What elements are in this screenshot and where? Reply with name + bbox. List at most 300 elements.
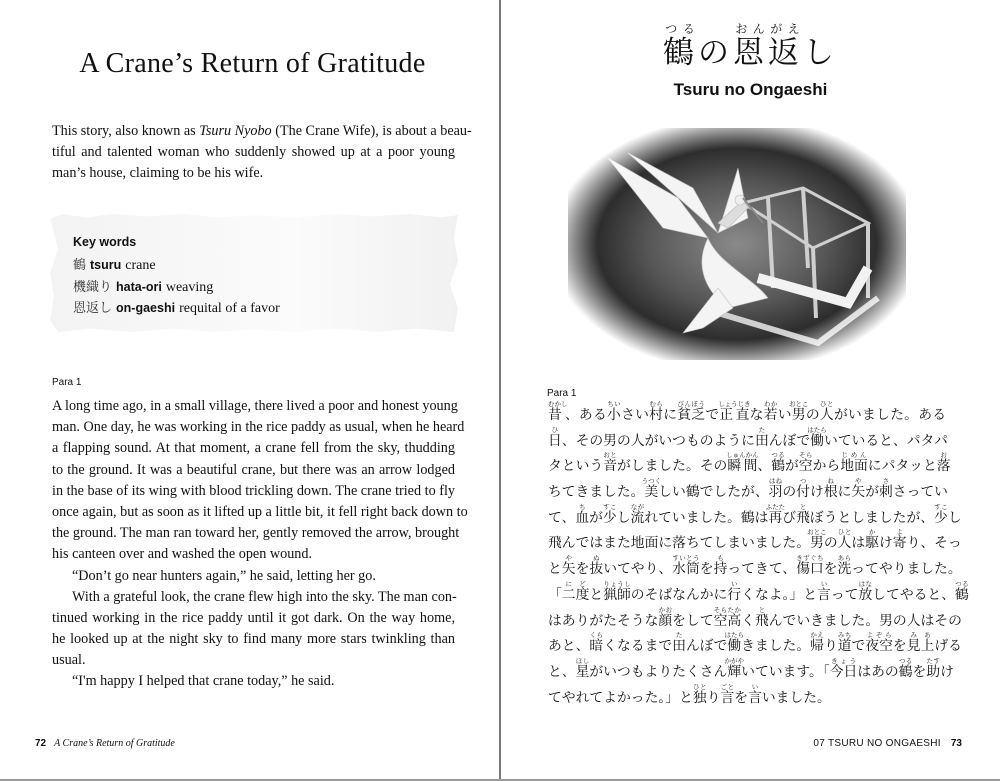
ruby-word xyxy=(630,502,645,526)
ruby-word xyxy=(720,682,735,706)
text: さい xyxy=(621,407,650,423)
text: さってい xyxy=(892,484,948,501)
kanji: 飛 xyxy=(796,509,810,526)
text: ちてきました。 xyxy=(548,484,645,501)
text: しい鶴でしたが、 xyxy=(658,484,769,501)
kanji: 言 xyxy=(817,586,831,603)
kanji: 暗 xyxy=(589,638,604,655)
furigana: うつく xyxy=(641,477,662,486)
key-word-meaning: requital of a favor xyxy=(179,301,280,316)
ruby-word xyxy=(658,605,673,629)
ruby-word xyxy=(817,579,831,603)
text: り xyxy=(823,638,838,655)
ruby-word xyxy=(851,477,866,501)
ruby-word xyxy=(754,605,769,629)
kanji: 瞬間 xyxy=(726,458,759,475)
furigana: あら xyxy=(837,554,852,563)
japanese-line xyxy=(548,526,962,552)
furigana: と xyxy=(796,502,810,511)
ruby-word xyxy=(726,451,759,475)
ruby-word xyxy=(713,605,742,629)
text: にパタッと xyxy=(867,458,937,475)
furigana: しょうじき xyxy=(718,400,751,408)
furigana: ぬ xyxy=(589,554,604,563)
kanji: 人 xyxy=(819,407,834,423)
furigana: も xyxy=(713,554,728,563)
text: と、 xyxy=(548,663,576,680)
furigana: すいとう xyxy=(672,554,700,563)
japanese-line xyxy=(548,552,962,578)
kanji: 働 xyxy=(807,432,827,449)
story-line: the ground. The man ran toward her, gently removed the arrow, brought xyxy=(52,525,460,542)
text: って xyxy=(830,586,859,603)
text: り xyxy=(706,689,721,706)
ruby-word xyxy=(754,425,769,449)
furigana: と xyxy=(754,605,769,614)
intro-line: man’s house, claiming to be his wife. xyxy=(52,165,264,181)
text: 飛んではまた地面に落ちてしまいました。 xyxy=(548,535,811,552)
text: は xyxy=(851,535,866,552)
ruby-word xyxy=(589,554,604,578)
text: し xyxy=(947,509,962,526)
ruby-word xyxy=(858,579,873,603)
furigana: おとこ xyxy=(807,528,827,537)
kanji: 帰 xyxy=(810,638,824,655)
kanji: 若 xyxy=(763,407,778,423)
text: てやれてよかった。」と xyxy=(548,689,693,706)
right-page xyxy=(501,0,1000,780)
intro-line xyxy=(52,121,472,142)
footer-right xyxy=(813,738,962,749)
furigana: なが xyxy=(630,502,645,511)
furigana: りょうし xyxy=(603,579,631,588)
ruby-word xyxy=(561,579,590,603)
text: はありがたそうな xyxy=(548,612,659,629)
text: に xyxy=(663,407,678,423)
kanji: 道 xyxy=(837,638,852,655)
ruby-word xyxy=(607,400,622,423)
ruby-word xyxy=(765,502,786,526)
furigana: じめん xyxy=(840,451,868,460)
running-title: 07 TSURU NO ONGAESHI xyxy=(813,738,941,749)
furigana: お xyxy=(936,451,951,460)
furigana: きずぐち xyxy=(796,554,824,563)
text: のそばなんかに xyxy=(630,586,728,603)
furigana: つる xyxy=(898,656,913,665)
text: んでいきました。男の人はその xyxy=(768,612,962,629)
furigana: ひと xyxy=(837,528,852,537)
kanji: 星 xyxy=(575,663,590,680)
furigana: ひと xyxy=(692,682,707,691)
furigana: おと xyxy=(603,451,617,460)
japanese-line xyxy=(548,681,946,707)
ruby-word xyxy=(727,579,742,603)
kanji: 夜空 xyxy=(865,638,893,655)
kanji: 人 xyxy=(837,535,852,552)
furigana: きょう xyxy=(829,656,858,665)
kanji: 見上 xyxy=(906,638,935,655)
kanji: 助 xyxy=(926,663,941,680)
text: の xyxy=(698,35,733,71)
kanji: 猟師 xyxy=(603,586,631,603)
crane-weaving-image xyxy=(568,128,906,360)
ruby-word xyxy=(796,477,811,501)
kanji: 田 xyxy=(754,432,769,449)
ruby-word xyxy=(906,631,935,655)
text: け xyxy=(879,535,893,552)
intro-text: (The Crane Wife), is about a beau- xyxy=(271,123,472,139)
furigana: はたら xyxy=(724,631,745,640)
kanji: 鶴 xyxy=(898,663,913,680)
romaji-subtitle: Tsuru no Ongaeshi xyxy=(673,80,828,99)
text: はあの xyxy=(857,663,899,680)
furigana: はたら xyxy=(807,425,827,434)
ruby-word xyxy=(713,554,728,578)
furigana: ふたた xyxy=(765,502,786,511)
ruby-word xyxy=(575,502,590,526)
ruby-word xyxy=(733,22,803,71)
kanji: 田 xyxy=(672,638,686,655)
kanji: 正直 xyxy=(718,407,751,423)
kanji: 貧乏 xyxy=(677,407,706,423)
text: が xyxy=(589,509,603,526)
crane-illustration xyxy=(568,128,906,360)
furigana: つる xyxy=(955,579,969,588)
furigana: はね xyxy=(768,477,783,486)
furigana: た xyxy=(672,631,686,640)
ruby-word xyxy=(879,477,893,501)
page-number: 73 xyxy=(950,738,962,749)
text: の xyxy=(782,484,797,501)
furigana: ほし xyxy=(575,656,590,665)
kanji: 矢 xyxy=(561,561,576,578)
furigana: ごと xyxy=(720,682,735,691)
text: をして xyxy=(672,612,714,629)
ruby-word xyxy=(724,631,745,655)
ruby-word xyxy=(548,400,568,423)
furigana: すこ xyxy=(602,502,617,511)
ruby-word xyxy=(603,451,617,475)
japanese-line xyxy=(548,475,946,501)
ruby-word xyxy=(672,554,700,578)
ruby-word xyxy=(837,631,852,655)
text: んぼで xyxy=(768,432,811,449)
kanji: 少 xyxy=(934,509,948,526)
ruby-word xyxy=(561,554,576,578)
kanji: 男 xyxy=(788,407,809,423)
para-label: Para 1 xyxy=(547,388,577,399)
text: を xyxy=(575,561,590,578)
kanji: 二度 xyxy=(561,586,590,603)
japanese-title xyxy=(501,22,1000,83)
kanji: 傷口 xyxy=(796,561,824,578)
text: んぼで xyxy=(685,638,728,655)
furigana: よ xyxy=(892,528,907,537)
text: いています。「 xyxy=(741,663,830,680)
furigana: おんがえ xyxy=(733,22,803,36)
text: な xyxy=(749,407,764,423)
ruby-word xyxy=(589,631,604,655)
ruby-word xyxy=(672,631,686,655)
ruby-word xyxy=(548,425,562,449)
text: と xyxy=(548,561,562,578)
japanese-line xyxy=(548,424,946,450)
text: れていました。鶴は xyxy=(644,509,769,526)
story-line: man. One day, he was working in the rice paddy as usual, when he heard xyxy=(52,419,465,436)
key-word-japanese: 恩返し xyxy=(73,301,113,316)
key-word-item xyxy=(73,297,280,317)
ruby-word xyxy=(603,579,631,603)
text: を xyxy=(823,561,838,578)
kanji: 落 xyxy=(936,458,951,475)
text: がいつもよりたくさん xyxy=(589,663,728,680)
furigana: そらたか xyxy=(713,605,742,614)
key-word-meaning: weaving xyxy=(165,280,214,295)
kanji: 水筒 xyxy=(672,561,700,578)
kanji: 今日 xyxy=(829,663,858,680)
japanese-story-paragraph xyxy=(548,398,969,706)
japanese-line xyxy=(548,604,962,630)
japanese-line xyxy=(548,501,962,527)
furigana: や xyxy=(561,554,576,563)
furigana: そら xyxy=(798,451,813,460)
ruby-word xyxy=(641,477,662,501)
kanji: 美 xyxy=(641,484,662,501)
text: で xyxy=(851,638,866,655)
furigana: にど xyxy=(561,579,590,588)
ruby-word xyxy=(771,451,785,475)
ruby-word xyxy=(934,502,948,526)
text: いていると、パタパ xyxy=(823,432,948,449)
kanji: 小 xyxy=(607,407,622,423)
ruby-word xyxy=(865,631,893,655)
story-line: “Don’t go near hunters again,” he said, letting her go. xyxy=(72,567,376,584)
kanji: 空高 xyxy=(713,612,742,629)
text: げる xyxy=(934,638,962,655)
text: がいました。ある xyxy=(833,407,947,423)
ruby-word xyxy=(865,528,879,552)
furigana: わか xyxy=(763,400,778,408)
kanji: 寄 xyxy=(892,535,907,552)
story-line: he looked up at the night sky to find many more stars twinkling than xyxy=(52,631,455,648)
kanji: 地面 xyxy=(840,458,868,475)
kanji: 独 xyxy=(692,689,707,706)
text: タという xyxy=(548,458,604,475)
furigana: おとこ xyxy=(788,400,809,408)
text: を xyxy=(734,689,749,706)
kanji: 言 xyxy=(720,689,735,706)
story-line: With a grateful look, the crane flew high into the sky. The man con- xyxy=(72,588,457,605)
ruby-word xyxy=(819,400,834,423)
kanji: 鶴 xyxy=(771,458,785,475)
story-line: once again, but as soon as it lifted up a little bit, it fell right back down to xyxy=(52,503,468,520)
furigana: しゅんかん xyxy=(726,451,759,460)
story-line: to the ground. It was a beautiful crane, but there was an arrow lodged xyxy=(52,461,455,478)
furigana: つる xyxy=(771,451,785,460)
ruby-word xyxy=(677,400,706,423)
text: い xyxy=(777,407,792,423)
ruby-word xyxy=(810,631,824,655)
text: て、 xyxy=(548,509,576,526)
furigana: すこ xyxy=(934,502,948,511)
key-word-japanese: 機織り xyxy=(73,280,113,295)
furigana: い xyxy=(727,579,742,588)
text: ってやりました。 xyxy=(851,561,962,578)
kanji: 持 xyxy=(713,561,728,578)
kanji: 血 xyxy=(575,509,590,526)
kanji: 日 xyxy=(548,432,562,449)
furigana: むかし xyxy=(548,400,568,408)
story-line: tinued working in the rice paddy until it got dark. On the way home, xyxy=(52,609,455,626)
story-line: in the base of its wing with blood trickling down. The crane tried to fly xyxy=(52,482,455,499)
furigana: い xyxy=(817,579,831,588)
furigana: みち xyxy=(837,631,852,640)
ruby-word xyxy=(837,528,852,552)
ruby-word xyxy=(763,400,778,423)
text: ってきて、 xyxy=(727,561,797,578)
ruby-word xyxy=(898,656,913,680)
japanese-line xyxy=(548,398,946,424)
ruby-word xyxy=(663,22,698,71)
key-word-romaji: hata-ori xyxy=(116,280,162,294)
key-word-romaji: tsuru xyxy=(90,258,122,272)
kanji: 男 xyxy=(807,535,827,552)
kanji: 言 xyxy=(748,689,762,706)
furigana: つ xyxy=(796,477,810,486)
text: の xyxy=(823,535,838,552)
page-number: 72 xyxy=(35,738,47,749)
furigana: た xyxy=(754,425,769,434)
furigana: かお xyxy=(658,605,673,614)
ruby-word xyxy=(807,425,827,449)
text: くなよ。」と xyxy=(741,586,818,603)
intro-line: tiful and talented woman who suddenly showed up at a poor young xyxy=(52,144,455,160)
text: してやると、 xyxy=(872,586,956,603)
text: を xyxy=(912,663,927,680)
text: がしました。その xyxy=(616,458,728,475)
text: く xyxy=(741,612,755,629)
footer-left xyxy=(35,738,175,749)
japanese-line xyxy=(548,578,969,604)
text: び xyxy=(782,509,797,526)
text: が xyxy=(785,458,799,475)
kanji: 昔 xyxy=(548,407,568,423)
ruby-word xyxy=(649,400,664,423)
ruby-word xyxy=(840,451,868,475)
key-words-heading: Key words xyxy=(73,235,137,249)
kanji: 放 xyxy=(858,586,873,603)
kanji: 顔 xyxy=(658,612,673,629)
text: 「 xyxy=(548,586,562,603)
ruby-word xyxy=(788,400,809,423)
furigana: みあ xyxy=(906,631,935,640)
kanji: 根 xyxy=(823,484,838,501)
text: が xyxy=(865,484,879,501)
ruby-word xyxy=(798,451,813,475)
text: と xyxy=(589,586,604,603)
furigana: ち xyxy=(575,502,590,511)
ruby-word xyxy=(718,400,751,423)
ruby-word xyxy=(724,656,745,680)
kanji: 流 xyxy=(630,509,645,526)
text: から xyxy=(812,458,841,475)
kanji: 付 xyxy=(796,484,811,501)
running-title: A Crane’s Return of Gratitude xyxy=(54,738,175,749)
furigana: かえ xyxy=(810,631,824,640)
key-word-romaji: on-gaeshi xyxy=(116,301,176,315)
japanese-line xyxy=(548,629,962,655)
kanji: 再 xyxy=(765,509,786,526)
kanji: 鶴 xyxy=(663,35,698,71)
ruby-word xyxy=(768,477,783,501)
story-line: a flapping sound. At that moment, a crane fell from the sky, thudding xyxy=(52,440,455,457)
ruby-word xyxy=(602,502,617,526)
text: きました。 xyxy=(741,638,811,655)
furigana: さ xyxy=(879,477,893,486)
kanji: 駆 xyxy=(865,535,879,552)
text: で xyxy=(705,407,720,423)
kanji: 少 xyxy=(602,509,617,526)
story-paragraph xyxy=(52,396,468,693)
ruby-word xyxy=(837,554,852,578)
furigana: むら xyxy=(649,400,663,408)
furigana: ひ xyxy=(548,425,562,434)
text: け xyxy=(940,663,954,680)
text: に xyxy=(837,484,852,501)
text: し xyxy=(616,509,631,526)
kanji: 村 xyxy=(649,407,664,423)
para-label: Para 1 xyxy=(52,377,82,388)
kanji: 行 xyxy=(727,586,742,603)
story-line: “I'm happy I helped that crane today,” he said. xyxy=(72,673,335,690)
text: を xyxy=(699,561,714,578)
kanji: 飛 xyxy=(754,612,769,629)
ruby-word xyxy=(692,682,707,706)
ruby-word xyxy=(823,477,838,501)
kanji: 羽 xyxy=(768,484,783,501)
kanji: 鶴 xyxy=(955,586,969,603)
page-title: A Crane’s Return of Gratitude xyxy=(79,48,426,79)
text: け xyxy=(810,484,824,501)
text: いてやり、 xyxy=(603,561,673,578)
kanji: 空 xyxy=(798,458,813,475)
intro-text: This story, also known as xyxy=(52,123,200,139)
key-word-meaning: crane xyxy=(125,258,156,273)
furigana: い xyxy=(748,682,762,691)
kanji: 働 xyxy=(724,638,744,655)
furigana: ひと xyxy=(819,400,834,408)
intro-paragraph xyxy=(52,121,472,184)
kanji: 音 xyxy=(603,458,617,475)
furigana: はな xyxy=(858,579,873,588)
ruby-word xyxy=(807,528,827,552)
kanji: 輝 xyxy=(724,663,744,680)
kanji: 刺 xyxy=(879,484,893,501)
kanji: 恩返 xyxy=(733,35,803,71)
furigana: つる xyxy=(663,22,698,36)
japanese-line xyxy=(548,449,951,475)
ruby-word xyxy=(575,656,590,680)
ruby-word xyxy=(955,579,969,603)
text: し xyxy=(803,35,838,71)
furigana: びんぼう xyxy=(677,400,706,408)
ruby-word xyxy=(926,656,941,680)
kanji: 矢 xyxy=(851,484,866,501)
furigana: ね xyxy=(823,477,838,486)
text: 、 xyxy=(757,458,772,475)
furigana: よぞら xyxy=(865,631,893,640)
intro-emphasis: Tsuru Nyobo xyxy=(199,123,272,139)
